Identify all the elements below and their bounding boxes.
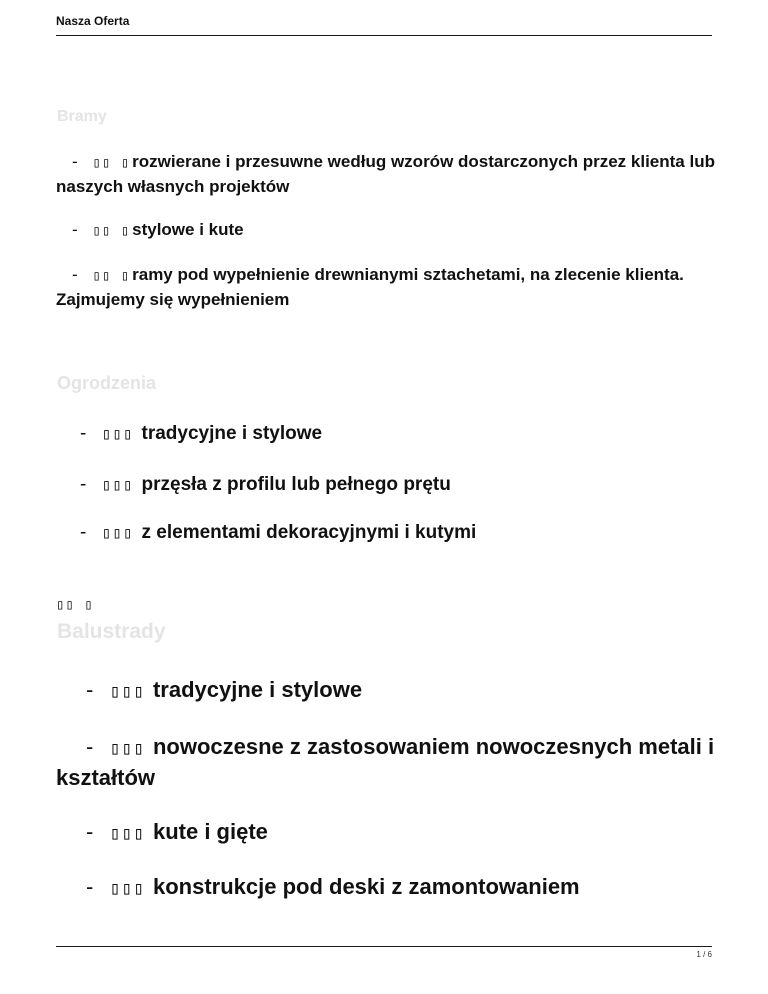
section-heading-bramy: Bramy	[57, 108, 107, 125]
missing-glyph-icon: ▯▯ ▯	[56, 597, 94, 613]
item-dash: -	[80, 474, 87, 495]
missing-glyph-icon: ▯▯▯	[109, 878, 145, 899]
missing-glyph-icon: ▯▯ ▯	[92, 223, 131, 239]
missing-glyph-icon: ▯▯▯	[109, 681, 145, 702]
list-item	[56, 218, 716, 243]
item-dash: -	[80, 423, 87, 444]
page-header	[56, 10, 712, 36]
list-item	[56, 732, 716, 792]
missing-glyph-icon: ▯▯ ▯	[92, 268, 131, 284]
item-text: przęsła z profilu lub pełnego prętu	[141, 474, 451, 495]
item-dash: -	[72, 220, 78, 239]
item-text: tradycyjne i stylowe	[141, 423, 323, 444]
document-title: Nasza Oferta	[56, 14, 130, 28]
list-item	[56, 817, 716, 848]
item-text: rozwierane i przesuwne według wzorów dostarczonych przez klienta lub naszych własnych projektów	[56, 152, 715, 196]
item-text: kute i gięte	[152, 819, 268, 844]
section-heading-ogrodzenia: Ogrodzenia	[57, 373, 157, 393]
page-number: 1 / 6	[696, 950, 712, 959]
missing-glyph-icon: ▯▯▯	[109, 823, 145, 844]
list-item	[56, 421, 716, 447]
item-text: nowoczesne z zastosowaniem nowoczesnych metali i kształtów	[56, 734, 715, 790]
missing-glyph-icon: ▯▯▯	[101, 424, 134, 443]
item-dash: -	[72, 152, 78, 171]
item-dash: -	[80, 522, 87, 543]
list-item	[56, 472, 716, 498]
item-dash: -	[86, 677, 94, 702]
item-text: konstrukcje pod deski z zamontowaniem	[152, 874, 580, 899]
item-dash: -	[86, 734, 94, 759]
section-heading-balustrady: Balustrady	[57, 620, 166, 643]
list-item	[56, 872, 716, 903]
item-text: stylowe i kute	[132, 220, 244, 239]
item-text: tradycyjne i stylowe	[152, 677, 363, 702]
missing-glyph-icon: ▯▯ ▯	[92, 155, 131, 171]
list-item	[56, 675, 716, 706]
item-dash: -	[86, 819, 94, 844]
missing-glyph-icon: ▯▯▯	[101, 523, 134, 542]
missing-glyph-icon: ▯▯▯	[109, 738, 145, 759]
item-text: ramy pod wypełnienie drewnianymi sztachetami, na zlecenie klienta. Zajmujemy się wypełnieniem	[56, 265, 684, 309]
list-item	[56, 150, 716, 198]
missing-glyph-icon: ▯▯▯	[101, 475, 134, 494]
list-item	[56, 520, 716, 546]
item-text: z elementami dekoracyjnymi i kutymi	[141, 522, 477, 543]
item-dash: -	[86, 874, 94, 899]
list-item	[56, 263, 716, 311]
item-dash: -	[72, 265, 78, 284]
page-footer	[56, 946, 712, 959]
